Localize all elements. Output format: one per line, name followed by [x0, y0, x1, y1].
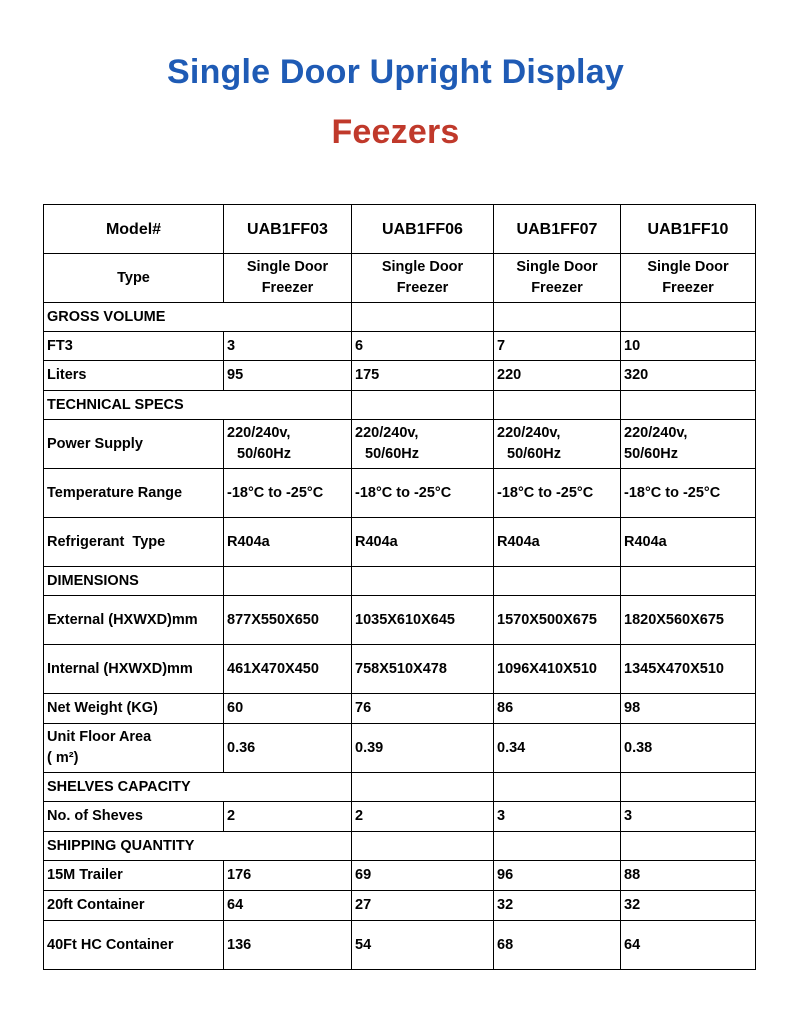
table-cell: 220 — [494, 361, 621, 391]
table-cell: 0.38 — [621, 724, 756, 773]
model-header: UAB1FF03 — [224, 205, 352, 254]
table-cell: 175 — [352, 361, 494, 391]
table-row — [44, 724, 756, 773]
table-cell: 3 — [621, 802, 756, 832]
table-cell: 76 — [352, 694, 494, 724]
table-cell: 136 — [224, 921, 352, 970]
table-cell: 1345X470X510 — [621, 645, 756, 694]
cell-line: Single Door — [647, 259, 729, 275]
table-cell: 60 — [224, 694, 352, 724]
cell-line: 220/240v, — [497, 425, 561, 441]
table-cell: -18°C to -25°C — [621, 469, 756, 518]
table-cell: 0.34 — [494, 724, 621, 773]
row-label: 40Ft HC Container — [44, 921, 224, 970]
table-cell — [352, 420, 494, 469]
cell-line: Single Door — [381, 259, 464, 275]
row-label: 15M Trailer — [44, 861, 224, 891]
table-row — [44, 469, 756, 518]
cell-line: Freezer — [662, 280, 714, 296]
table-cell: 1096X410X510 — [494, 645, 621, 694]
spec-table — [43, 204, 756, 970]
table-cell — [621, 567, 756, 596]
row-label: Liters — [44, 361, 224, 391]
table-cell — [494, 832, 621, 861]
table-cell: -18°C to -25°C — [224, 469, 352, 518]
table-cell — [621, 420, 756, 469]
row-label: Net Weight (KG) — [44, 694, 224, 724]
table-cell: 64 — [224, 891, 352, 921]
table-cell: R404a — [352, 518, 494, 567]
table-row — [44, 694, 756, 724]
table-cell: 758X510X478 — [352, 645, 494, 694]
row-label: External (HXWXD)mm — [44, 596, 224, 645]
table-row — [44, 332, 756, 361]
cell-line: Freezer — [396, 280, 449, 296]
row-label — [44, 724, 224, 773]
page-title: Single Door Upright Display — [167, 53, 624, 91]
table-cell: 95 — [224, 361, 352, 391]
table-cell — [224, 420, 352, 469]
table-cell — [621, 303, 756, 332]
table-row — [44, 645, 756, 694]
cell-line: 50/60Hz — [507, 446, 562, 462]
table-cell: 69 — [352, 861, 494, 891]
table-cell: 86 — [494, 694, 621, 724]
table-cell: 64 — [621, 921, 756, 970]
model-header: UAB1FF07 — [494, 205, 621, 254]
cell-line: 50/60Hz — [624, 446, 679, 462]
table-cell — [352, 832, 494, 861]
table-cell — [494, 420, 621, 469]
label-line: ( m²) — [47, 750, 79, 766]
row-label: Power Supply — [44, 420, 224, 469]
table-cell: R404a — [621, 518, 756, 567]
section-header: DIMENSIONS — [44, 567, 224, 596]
section-header: TECHNICAL SPECS — [44, 391, 352, 420]
table-cell: 27 — [352, 891, 494, 921]
table-cell — [621, 391, 756, 420]
table-cell: 320 — [621, 361, 756, 391]
cell-line: 50/60Hz — [365, 446, 420, 462]
table-cell — [352, 303, 494, 332]
section-row — [44, 773, 756, 802]
table-cell — [352, 254, 494, 303]
table-cell: 32 — [494, 891, 621, 921]
table-cell: 6 — [352, 332, 494, 361]
section-header: SHIPPING QUANTITY — [44, 832, 352, 861]
table-cell — [494, 567, 621, 596]
row-label: Refrigerant Type — [44, 518, 224, 567]
table-cell: 96 — [494, 861, 621, 891]
cell-line: 220/240v, — [624, 425, 688, 441]
table-cell: 1570X500X675 — [494, 596, 621, 645]
row-label: No. of Sheves — [44, 802, 224, 832]
table-cell — [494, 254, 621, 303]
table-cell: 0.39 — [352, 724, 494, 773]
section-row — [44, 832, 756, 861]
table-cell: 68 — [494, 921, 621, 970]
section-row — [44, 391, 756, 420]
table-header-row — [44, 205, 756, 254]
page-subtitle: Feezers — [331, 113, 460, 151]
cell-line: 220/240v, — [227, 425, 291, 441]
table-cell — [352, 391, 494, 420]
table-cell: 32 — [621, 891, 756, 921]
table-row — [44, 861, 756, 891]
table-cell: 10 — [621, 332, 756, 361]
table-row — [44, 921, 756, 970]
table-cell: 3 — [494, 802, 621, 832]
table-cell — [224, 254, 352, 303]
table-cell: 2 — [224, 802, 352, 832]
table-row — [44, 802, 756, 832]
table-row — [44, 420, 756, 469]
model-header: UAB1FF10 — [621, 205, 756, 254]
table-row — [44, 891, 756, 921]
section-header: GROSS VOLUME — [44, 303, 352, 332]
table-cell: 54 — [352, 921, 494, 970]
cell-line: 220/240v, — [355, 425, 419, 441]
table-cell: 3 — [224, 332, 352, 361]
table-row — [44, 518, 756, 567]
cell-line: Single Door — [516, 259, 598, 275]
table-cell: R404a — [224, 518, 352, 567]
table-cell: 877X550X650 — [224, 596, 352, 645]
table-cell: 1035X610X645 — [352, 596, 494, 645]
table-cell — [621, 832, 756, 861]
table-cell: 88 — [621, 861, 756, 891]
table-row — [44, 596, 756, 645]
table-cell: 461X470X450 — [224, 645, 352, 694]
table-cell — [494, 773, 621, 802]
table-cell — [352, 773, 494, 802]
table-cell: 1820X560X675 — [621, 596, 756, 645]
table-cell — [224, 567, 352, 596]
row-label: Internal (HXWXD)mm — [44, 645, 224, 694]
row-label: 20ft Container — [44, 891, 224, 921]
table-cell: -18°C to -25°C — [352, 469, 494, 518]
table-cell: 176 — [224, 861, 352, 891]
table-row — [44, 361, 756, 391]
cell-line: Single Door — [246, 259, 329, 275]
cell-line: 50/60Hz — [237, 446, 292, 462]
table-cell: 98 — [621, 694, 756, 724]
table-cell — [494, 303, 621, 332]
row-label: FT3 — [44, 332, 224, 361]
table-cell: R404a — [494, 518, 621, 567]
cell-line: Freezer — [261, 280, 314, 296]
cell-line: Freezer — [531, 280, 583, 296]
table-cell — [494, 391, 621, 420]
table-cell — [621, 254, 756, 303]
table-row — [44, 254, 756, 303]
table-cell: 0.36 — [224, 724, 352, 773]
row-label: Type — [44, 254, 224, 303]
table-cell: 7 — [494, 332, 621, 361]
row-label: Temperature Range — [44, 469, 224, 518]
table-cell: 2 — [352, 802, 494, 832]
table-cell: -18°C to -25°C — [494, 469, 621, 518]
section-header: SHELVES CAPACITY — [44, 773, 352, 802]
table-cell — [352, 567, 494, 596]
model-header: UAB1FF06 — [352, 205, 494, 254]
section-row — [44, 567, 756, 596]
section-row — [44, 303, 756, 332]
label-line: Unit Floor Area — [47, 729, 152, 745]
table-cell — [621, 773, 756, 802]
header-label: Model# — [44, 205, 224, 254]
